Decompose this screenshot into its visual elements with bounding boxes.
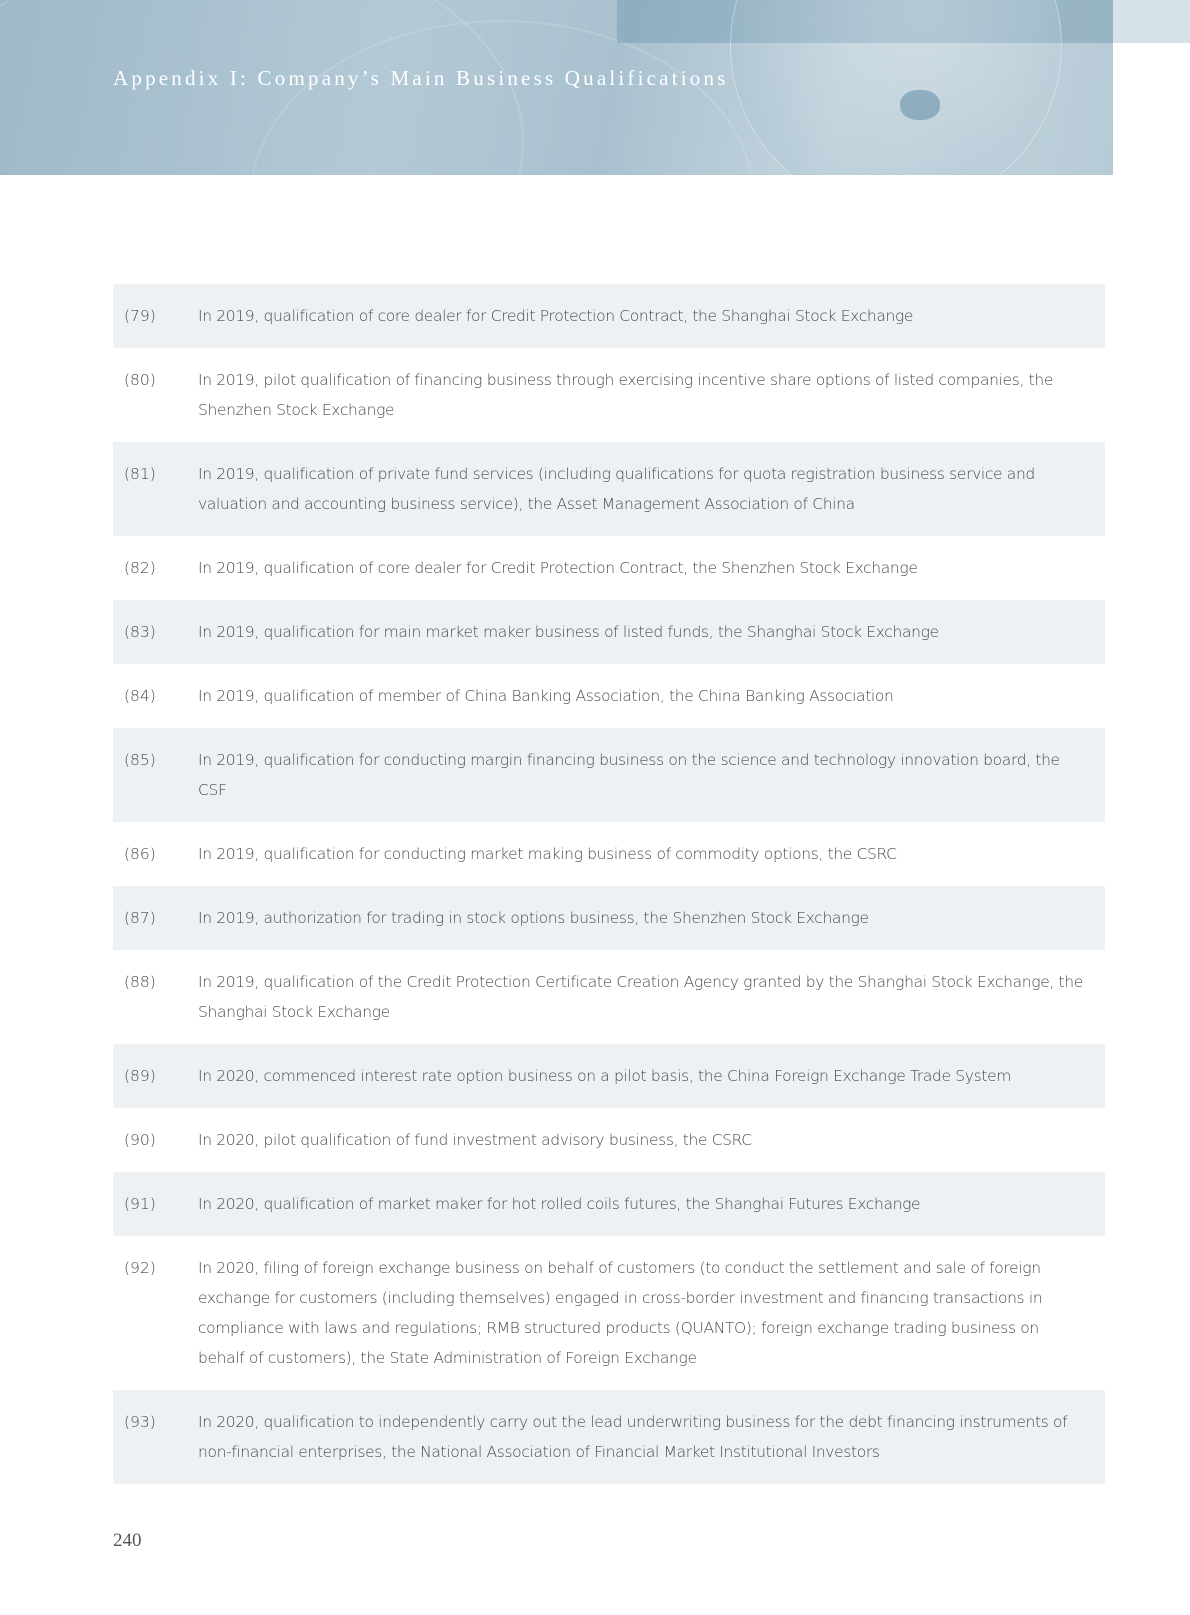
item-number: (81) bbox=[124, 465, 156, 483]
table-row bbox=[113, 536, 1105, 600]
item-number: (93) bbox=[124, 1413, 156, 1431]
item-number: (83) bbox=[124, 623, 156, 641]
item-number: (88) bbox=[124, 973, 156, 991]
globe-landmass bbox=[900, 90, 940, 120]
item-text: In 2019, qualification of core dealer for Credit Protection Contract, the Shanghai Stock Exchange bbox=[198, 307, 914, 325]
item-number: (85) bbox=[124, 751, 156, 769]
item-number: (90) bbox=[124, 1131, 156, 1149]
item-text: In 2020, qualification of market maker for hot rolled coils futures, the Shanghai Futures Exchange bbox=[198, 1195, 921, 1213]
page-number: 240 bbox=[113, 1530, 142, 1551]
table-row bbox=[113, 348, 1105, 442]
item-text: In 2019, qualification of core dealer for Credit Protection Contract, the Shenzhen Stock Exchange bbox=[198, 559, 918, 577]
item-text: In 2019, qualification for conducting market making business of commodity options, the CSRC bbox=[198, 845, 897, 863]
table-row bbox=[113, 1044, 1105, 1108]
item-text: In 2019, qualification of the Credit Protection Certificate Creation Agency granted by the Shanghai Stock Exchange, the Shanghai Stock Exchange bbox=[198, 973, 1083, 1021]
table-row bbox=[113, 728, 1105, 822]
item-text: In 2019, qualification for main market maker business of listed funds, the Shanghai Stock Exchange bbox=[198, 623, 939, 641]
globe-image bbox=[730, 0, 1062, 175]
table-row bbox=[113, 886, 1105, 950]
item-text: In 2020, filing of foreign exchange business on behalf of customers (to conduct the settlement and sale of foreign exchange for customers (including themselves) engaged in cross-border investment and financing transactions in compliance with laws and regulations; RMB structured products (QUANTO); foreign exchange trading business on behalf of customers), the State Administration of Foreign Exchange bbox=[198, 1259, 1043, 1367]
table-row bbox=[113, 1390, 1105, 1484]
table-row bbox=[113, 1236, 1105, 1390]
table-row bbox=[113, 664, 1105, 728]
table-row bbox=[113, 950, 1105, 1044]
decorative-strip bbox=[1113, 0, 1190, 43]
item-text: In 2019, authorization for trading in stock options business, the Shenzhen Stock Exchange bbox=[198, 909, 869, 927]
item-number: (89) bbox=[124, 1067, 156, 1085]
item-text: In 2019, qualification for conducting margin financing business on the science and technology innovation board, the CSF bbox=[198, 751, 1060, 799]
item-number: (82) bbox=[124, 559, 156, 577]
qualifications-table bbox=[113, 284, 1105, 1484]
item-number: (91) bbox=[124, 1195, 156, 1213]
page-title: Appendix I: Company’s Main Business Qualifications bbox=[113, 66, 729, 90]
item-number: (86) bbox=[124, 845, 156, 863]
item-number: (87) bbox=[124, 909, 156, 927]
item-number: (79) bbox=[124, 307, 156, 325]
item-number: (80) bbox=[124, 371, 156, 389]
item-text: In 2019, qualification of member of China Banking Association, the China Banking Association bbox=[198, 687, 894, 705]
table-row bbox=[113, 822, 1105, 886]
table-row bbox=[113, 284, 1105, 348]
item-number: (92) bbox=[124, 1259, 156, 1277]
table-row bbox=[113, 1108, 1105, 1172]
item-text: In 2020, pilot qualification of fund investment advisory business, the CSRC bbox=[198, 1131, 752, 1149]
item-number: (84) bbox=[124, 687, 156, 705]
table-row bbox=[113, 1172, 1105, 1236]
item-text: In 2019, pilot qualification of financing business through exercising incentive share options of listed companies, the Shenzhen Stock Exchange bbox=[198, 371, 1054, 419]
item-text: In 2020, qualification to independently carry out the lead underwriting business for the debt financing instruments of non-financial enterprises, the National Association of Financial Market Institutional Investors bbox=[198, 1413, 1068, 1461]
table-row bbox=[113, 442, 1105, 536]
item-text: In 2020, commenced interest rate option business on a pilot basis, the China Foreign Exchange Trade System bbox=[198, 1067, 1012, 1085]
table-row bbox=[113, 600, 1105, 664]
item-text: In 2019, qualification of private fund services (including qualifications for quota registration business service and valuation and accounting business service), the Asset Management Association of China bbox=[198, 465, 1035, 513]
